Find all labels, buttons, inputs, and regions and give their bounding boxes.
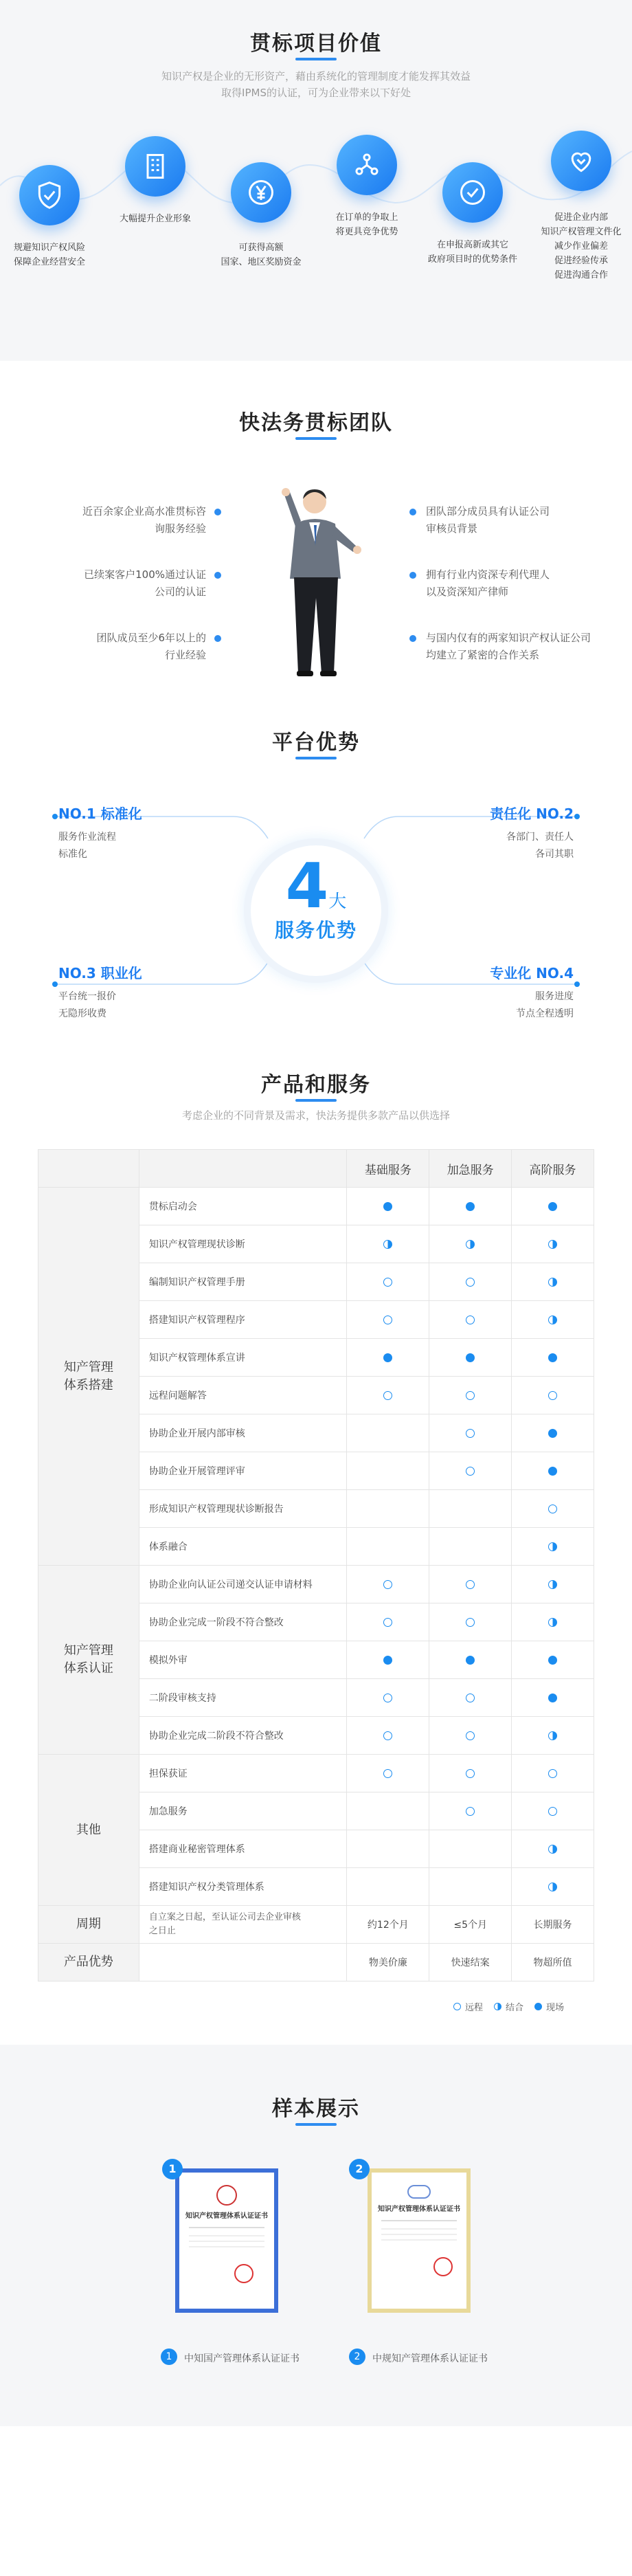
empty-dot <box>466 1694 475 1702</box>
bullet-dot <box>409 509 416 515</box>
adv-text-1: 服务作业流程 标准化 <box>58 832 116 860</box>
table-header: 高阶服务 <box>512 1150 594 1188</box>
half-dot <box>548 1240 557 1249</box>
value-item-4: 在订单的争取上 将更具竞争优势 <box>335 212 398 237</box>
big-unit: 大 <box>328 891 347 912</box>
table-header: 加急服务 <box>429 1150 512 1188</box>
full-dot <box>548 1467 557 1476</box>
adv-text-4: 服务进度 节点全程透明 <box>516 991 574 1019</box>
service-item: 模拟外审 <box>139 1641 347 1679</box>
value-item-2: 大幅提升企业形象 <box>119 214 191 224</box>
half-dot <box>548 1278 557 1287</box>
table-row <box>38 1188 594 1225</box>
team-title: 快法务贯标团队 <box>239 411 393 435</box>
title-underline <box>295 437 337 440</box>
big-number: 4 <box>285 850 329 922</box>
service-item: 知识产权管理现状诊断 <box>139 1225 347 1263</box>
service-item: 协助企业向认证公司递交认证申请材料 <box>139 1566 347 1603</box>
sample-badge-1: 1 <box>162 2159 183 2179</box>
service-item: 协助企业完成二阶段不符合整改 <box>139 1717 347 1755</box>
full-dot <box>548 1656 557 1665</box>
products-title: 产品和服务 <box>261 1073 371 1097</box>
title-underline <box>295 1099 337 1102</box>
check-circle-icon <box>442 162 503 223</box>
product-table <box>38 1149 594 1981</box>
half-dot <box>383 1240 392 1249</box>
service-item: 担保获证 <box>139 1755 347 1792</box>
full-dot <box>466 1656 475 1665</box>
advantage-value: 物美价廉 <box>347 1944 429 1981</box>
empty-dot <box>383 1580 392 1589</box>
bullet-dot <box>214 635 221 642</box>
half-dot <box>466 1240 475 1249</box>
full-dot <box>466 1202 475 1211</box>
service-item: 搭建知识产权分类管理体系 <box>139 1868 347 1906</box>
seal-icon <box>216 2185 237 2206</box>
advantage-row: 产品优势 物美价廉 快速结案 物超所值 <box>38 1944 594 1981</box>
full-dot <box>548 1353 557 1362</box>
empty-dot <box>466 1429 475 1438</box>
team-right-3: 与国内仅有的两家知识产权认证公司 均建立了紧密的合作关系 <box>426 632 591 661</box>
heart-hands-icon <box>551 131 611 191</box>
full-dot <box>466 1353 475 1362</box>
shield-check-icon <box>19 165 80 225</box>
legend-mixed-dot <box>494 2003 501 2010</box>
empty-dot <box>466 1580 475 1589</box>
advantage-value: 快速结案 <box>429 1944 512 1981</box>
adv-head-4: 专业化 NO.4 <box>490 965 574 981</box>
empty-dot <box>383 1769 392 1778</box>
cycle-value: 约12个月 <box>347 1906 429 1944</box>
legend-remote-dot <box>453 2003 461 2010</box>
bullet-dot <box>214 572 221 579</box>
team-right-2: 拥有行业内资深专利代理人 以及资深知产律师 <box>426 568 550 598</box>
share-network-icon <box>337 135 397 195</box>
table-header: 基础服务 <box>347 1150 429 1188</box>
caption-badge-2: 2 <box>349 2349 365 2365</box>
adv-head-3: NO.3 职业化 <box>58 965 142 981</box>
half-dot <box>548 1580 557 1589</box>
table-row <box>38 1566 594 1603</box>
advantage-value: 物超所值 <box>512 1944 594 1981</box>
full-dot <box>383 1202 392 1211</box>
empty-dot <box>548 1391 557 1400</box>
caption-badge-1: 1 <box>161 2349 177 2365</box>
group-name: 知产管理 体系搭建 <box>38 1188 139 1566</box>
team-left-1: 近百余家企业高水准贯标咨 询服务经验 <box>82 505 206 535</box>
full-dot <box>383 1353 392 1362</box>
empty-dot <box>548 1807 557 1816</box>
group-name: 知产管理 体系认证 <box>38 1566 139 1755</box>
adv-text-2: 各部门、责任人 各司其职 <box>506 832 574 860</box>
empty-dot <box>548 1504 557 1513</box>
empty-dot <box>383 1315 392 1324</box>
adv-head-1: NO.1 标准化 <box>58 806 142 822</box>
sample-caption-1: 中知国产管理体系认证证书 <box>184 2353 300 2364</box>
empty-dot <box>383 1391 392 1400</box>
empty-dot <box>466 1315 475 1324</box>
title-underline <box>295 757 337 759</box>
service-item: 知识产权管理体系宣讲 <box>139 1339 347 1377</box>
empty-dot <box>548 1769 557 1778</box>
service-item: 贯标启动会 <box>139 1188 347 1225</box>
value-item-5: 在申报高新或其它 政府项目时的优势条件 <box>427 240 517 265</box>
certificate-1[interactable]: 知识产权管理体系认证证书 <box>175 2168 278 2313</box>
cycle-row: 周期 自立案之日起，至认证公司去企业审核 之日止 约12个月 ≤5个月 长期服务 <box>38 1906 594 1944</box>
value-subtitle-2: 取得IPMS的认证，可为企业带来以下好处 <box>221 87 411 99</box>
half-dot <box>548 1542 557 1551</box>
service-item: 加急服务 <box>139 1792 347 1830</box>
stamp-icon <box>433 2257 453 2276</box>
bullet-dot <box>214 509 221 515</box>
team-left-3: 团队成员至少6年以上的 行业经验 <box>96 632 206 661</box>
service-item: 搭建商业秘密管理体系 <box>139 1830 347 1868</box>
team-right-1: 团队部分成员具有认证公司 审核员背景 <box>426 505 550 535</box>
table-header-row <box>38 1150 594 1188</box>
empty-dot <box>383 1731 392 1740</box>
advantage-title: 平台优势 <box>272 731 360 755</box>
full-dot <box>548 1202 557 1211</box>
adv-head-2: 责任化 NO.2 <box>490 806 574 822</box>
bullet-dot <box>409 635 416 642</box>
empty-dot <box>466 1769 475 1778</box>
half-dot <box>548 1315 557 1324</box>
big-label: 服务优势 <box>274 919 357 942</box>
value-item-1: 规避知识产权风险 保障企业经营安全 <box>13 243 85 267</box>
service-item: 编制知识产权管理手册 <box>139 1263 347 1301</box>
service-item: 协助企业完成一阶段不符合整改 <box>139 1603 347 1641</box>
half-dot <box>548 1883 557 1891</box>
empty-dot <box>383 1618 392 1627</box>
value-item-6: 促进企业内部 知识产权管理文件化 减少作业偏差 促进经验传承 促进沟通合作 <box>541 212 622 280</box>
logo-icon <box>407 2185 431 2199</box>
building-icon <box>125 136 185 197</box>
empty-dot <box>466 1391 475 1400</box>
half-dot <box>548 1618 557 1627</box>
empty-dot <box>383 1694 392 1702</box>
samples-section <box>0 2045 632 2426</box>
consultant-figure <box>261 481 371 680</box>
value-subtitle-1: 知识产权是企业的无形资产，藉由系统化的管理制度才能发挥其效益 <box>161 70 471 82</box>
empty-dot <box>466 1278 475 1287</box>
bullet-dot <box>409 572 416 579</box>
half-dot <box>548 1731 557 1740</box>
group-name: 其他 <box>38 1755 139 1906</box>
service-item: 协助企业开展管理评审 <box>139 1452 347 1490</box>
cycle-value: ≤5个月 <box>429 1906 512 1944</box>
value-item-3: 可获得高额 国家、地区奖励资金 <box>221 243 302 267</box>
empty-dot <box>383 1278 392 1287</box>
empty-dot <box>466 1467 475 1476</box>
full-dot <box>548 1429 557 1438</box>
value-title: 贯标项目价值 <box>250 32 382 56</box>
cycle-value: 长期服务 <box>512 1906 594 1944</box>
title-underline <box>295 2123 337 2126</box>
value-section <box>0 0 632 361</box>
team-left-2: 已续案客户100%通过认证 公司的认证 <box>84 568 206 598</box>
certificate-2[interactable]: 知识产权管理体系认证证书 <box>368 2168 471 2313</box>
samples-title: 样本展示 <box>272 2097 360 2121</box>
sample-caption-2: 中规知产管理体系认证证书 <box>372 2353 488 2364</box>
full-dot <box>383 1656 392 1665</box>
title-underline <box>295 58 337 60</box>
half-dot <box>548 1845 557 1854</box>
service-item: 远程问题解答 <box>139 1377 347 1414</box>
stamp-icon <box>234 2264 253 2283</box>
legend-onsite-dot <box>534 2003 542 2010</box>
service-item: 协助企业开展内部审核 <box>139 1414 347 1452</box>
products-subtitle: 考虑企业的不同背景及需求，快法务提供多款产品以供选择 <box>181 1109 450 1122</box>
advantage-center <box>244 852 388 943</box>
yen-coin-icon <box>231 162 291 223</box>
adv-text-3: 平台统一报价 无隐形收费 <box>58 991 116 1019</box>
empty-dot <box>466 1731 475 1740</box>
legend: 远程 结合 现场 <box>453 2000 564 2013</box>
service-item: 体系融合 <box>139 1528 347 1566</box>
empty-dot <box>466 1618 475 1627</box>
table-row <box>38 1755 594 1792</box>
empty-dot <box>466 1807 475 1816</box>
sample-badge-2: 2 <box>349 2159 370 2179</box>
service-item: 二阶段审核支持 <box>139 1679 347 1717</box>
service-item: 形成知识产权管理现状诊断报告 <box>139 1490 347 1528</box>
service-item: 搭建知识产权管理程序 <box>139 1301 347 1339</box>
full-dot <box>548 1694 557 1702</box>
